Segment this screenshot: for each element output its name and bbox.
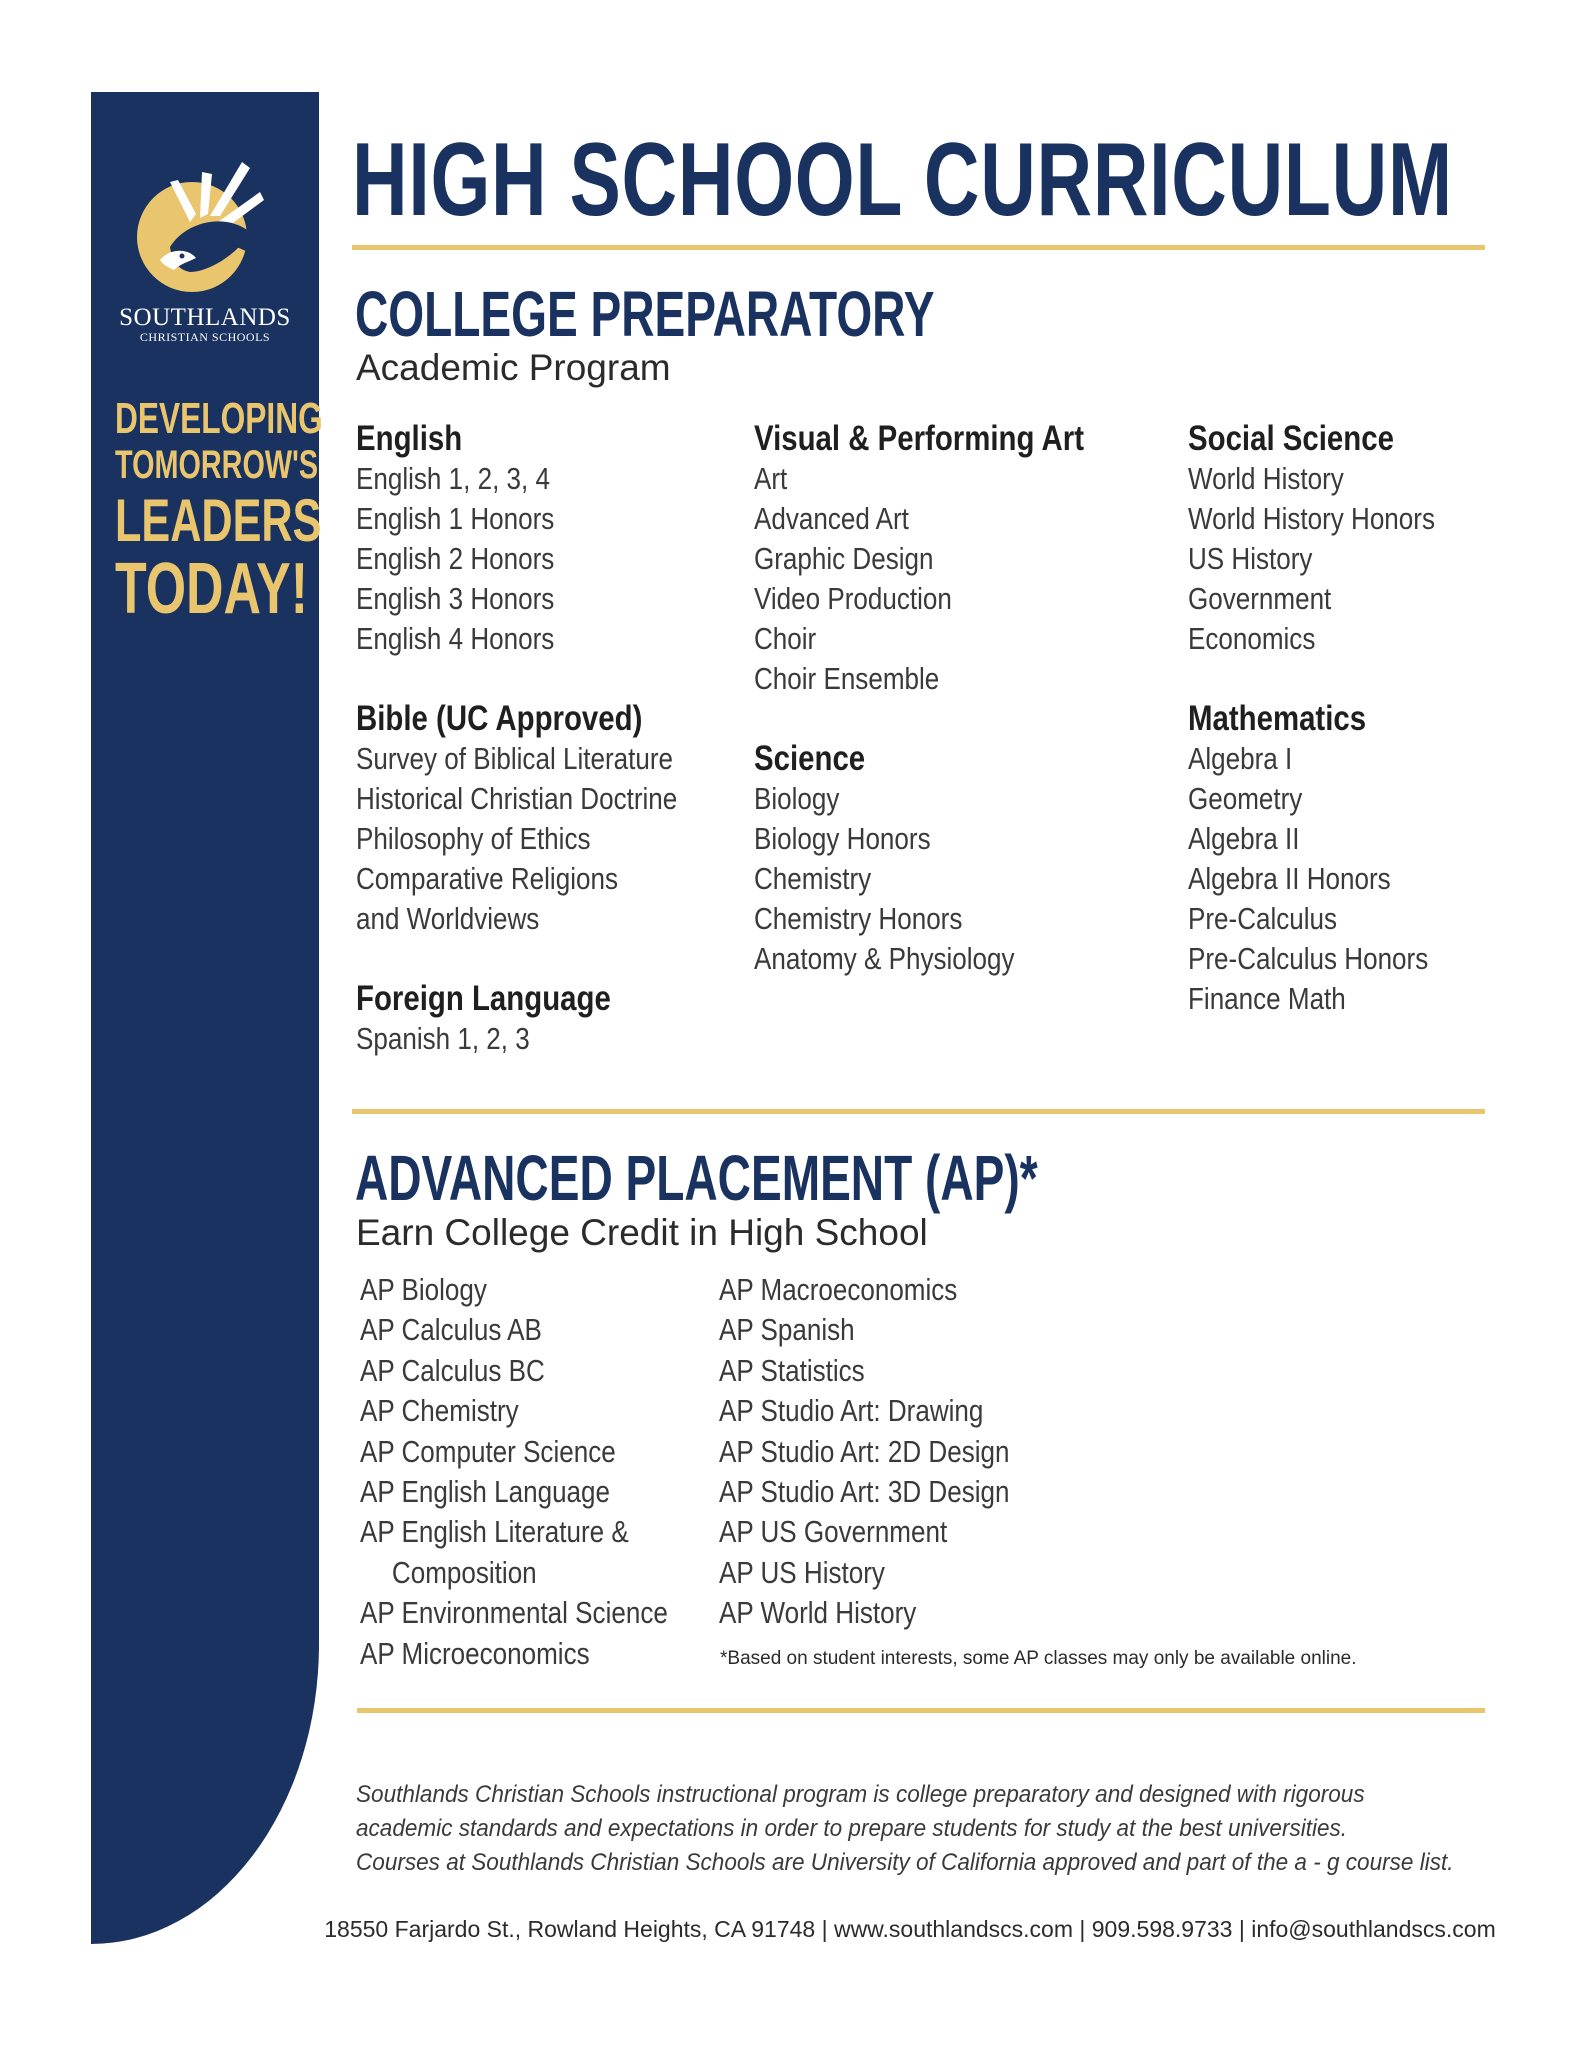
ap-course-item: AP Biology [360, 1272, 487, 1307]
spacer [356, 659, 738, 699]
tagline-line: DEVELOPING [115, 394, 323, 443]
course-item: Graphic Design [754, 541, 934, 576]
course-item: English 1, 2, 3, 4 [356, 461, 550, 496]
ap-course-item: AP Studio Art: 2D Design [719, 1433, 1010, 1469]
program-statement [356, 1778, 1454, 1880]
course-item: World History Honors [1188, 501, 1435, 536]
course-item: Algebra II Honors [1188, 861, 1391, 896]
ap-heading: ADVANCED PLACEMENT (AP)* [355, 1142, 1038, 1214]
school-name: SOUTHLANDS [119, 304, 291, 331]
category-heading: Social Science [1188, 419, 1394, 458]
course-item: Historical Christian Doctrine [356, 781, 678, 816]
course-item: Comparative Religions [356, 861, 618, 896]
page-title: HIGH SCHOOL CURRICULUM [352, 122, 1453, 238]
ap-course-item: AP Spanish [719, 1312, 855, 1348]
category-heading: Bible (UC Approved) [356, 699, 643, 738]
tagline-line: LEADERS [115, 487, 322, 554]
course-item: Algebra II [1188, 821, 1300, 856]
course-item: English 1 Honors [356, 501, 555, 536]
course-item: Algebra I [1188, 741, 1293, 776]
ap-course-item: AP US Government [719, 1514, 948, 1550]
course-item: Choir [754, 621, 817, 656]
spacer [754, 699, 1147, 739]
course-item: Finance Math [1188, 981, 1346, 1016]
course-item: Biology [754, 781, 840, 816]
ap-course-item: AP Studio Art: 3D Design [719, 1474, 1010, 1510]
course-item: Choir Ensemble [754, 661, 940, 696]
course-item: Biology Honors [754, 821, 931, 856]
spacer [356, 939, 738, 979]
ap-course-item: AP Calculus AB [360, 1312, 542, 1348]
ap-course-item: AP Environmental Science [360, 1595, 668, 1631]
course-item: English 4 Honors [356, 621, 555, 656]
ap-course-column [360, 1270, 726, 1674]
ap-course-item: AP Microeconomics [360, 1635, 590, 1671]
category-heading: English [356, 419, 463, 458]
divider [352, 245, 1485, 250]
eagle-sun-logo-icon [130, 152, 280, 302]
contact-info: 18550 Farjardo St., Rowland Heights, CA 91748 | www.southlandscs.com | 909.598.9733 | info@southlandscs.com [324, 1916, 1496, 1942]
tagline-line: TOMORROW'S [115, 443, 319, 487]
divider [357, 1708, 1485, 1713]
course-item: Video Production [754, 581, 952, 616]
ap-course-item: AP Statistics [719, 1352, 865, 1388]
course-item: Chemistry Honors [754, 901, 963, 936]
course-item: Chemistry [754, 861, 872, 896]
spacer [1188, 659, 1482, 699]
school-subname: CHRISTIAN SCHOOLS [139, 330, 271, 344]
course-item: US History [1188, 541, 1313, 576]
course-item: Pre-Calculus [1188, 901, 1338, 936]
course-item: English 2 Honors [356, 541, 555, 576]
course-item: Art [754, 461, 788, 496]
tagline [115, 394, 323, 629]
category-heading: Mathematics [1188, 699, 1367, 738]
ap-course-item: AP English Literature & [360, 1514, 629, 1550]
course-item: Advanced Art [754, 501, 909, 536]
ap-course-item: AP Macroeconomics [719, 1272, 958, 1307]
statement-line: Southlands Christian Schools instructional program is college preparatory and designed with rigorous [356, 1781, 1365, 1808]
ap-course-item: AP World History [719, 1595, 917, 1631]
category-heading: Visual & Performing Art [754, 419, 1085, 458]
course-column [356, 419, 738, 1059]
ap-footnote: *Based on student interests, some AP classes may only be available online. [720, 1648, 1357, 1669]
ap-subheading: Earn College Credit in High School [356, 1212, 928, 1253]
course-item: and Worldviews [356, 901, 540, 936]
course-item: Geometry [1188, 781, 1303, 816]
course-item: Economics [1188, 621, 1316, 656]
category-heading: Science [754, 739, 866, 778]
ap-course-column [719, 1270, 1065, 1634]
course-item: Philosophy of Ethics [356, 821, 591, 856]
course-column [1188, 419, 1482, 1019]
school-logo [115, 152, 295, 345]
college-prep-subheading: Academic Program [356, 347, 671, 388]
ap-course-item: AP US History [719, 1554, 885, 1590]
ap-course-item: AP Computer Science [360, 1433, 616, 1469]
statement-line: academic standards and expectations in order to prepare students for study at the best universities. [356, 1815, 1348, 1842]
course-item: Anatomy & Physiology [754, 941, 1015, 976]
ap-course-item: Composition [391, 1554, 537, 1590]
ap-course-item: AP Calculus BC [360, 1352, 545, 1388]
ap-course-item: AP English Language [360, 1474, 611, 1510]
category-heading: Foreign Language [356, 979, 611, 1018]
statement-line: Courses at Southlands Christian Schools are University of California approved and part of the a - g course list. [356, 1849, 1454, 1876]
course-item: Pre-Calculus Honors [1188, 941, 1429, 976]
divider [352, 1109, 1485, 1114]
tagline-line: TODAY! [115, 549, 309, 629]
college-prep-heading: COLLEGE PREPARATORY [355, 278, 935, 350]
course-item: Spanish 1, 2, 3 [356, 1021, 530, 1056]
course-column [754, 419, 1147, 979]
course-item: World History [1188, 461, 1344, 496]
course-item: English 3 Honors [356, 581, 555, 616]
course-item: Survey of Biblical Literature [356, 741, 673, 776]
sidebar-banner [91, 92, 323, 1944]
course-item: Government [1188, 581, 1332, 616]
ap-course-item: AP Chemistry [360, 1393, 519, 1429]
ap-course-item: AP Studio Art: Drawing [719, 1393, 984, 1429]
